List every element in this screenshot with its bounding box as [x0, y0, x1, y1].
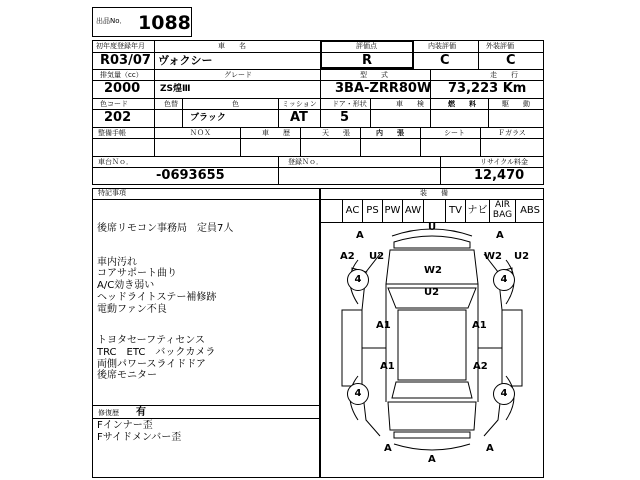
door-label: ドア・形状 — [332, 100, 367, 108]
damage-mark: A1 — [380, 361, 395, 372]
col-line — [278, 156, 279, 185]
mileage-value: 73,223 Km — [448, 81, 527, 96]
color-value: ブラック — [190, 113, 226, 123]
col-line — [430, 69, 431, 98]
inspection-label: 車 検 — [396, 100, 424, 108]
color-code-label: 色コード — [100, 100, 128, 108]
col-line — [154, 40, 155, 69]
damage-mark: A — [486, 443, 494, 454]
note-line: 後席モニター — [97, 370, 157, 381]
damage-mark: A — [428, 454, 436, 465]
col-line — [182, 98, 183, 127]
damage-mark: A — [496, 230, 504, 241]
reg-no-label: 登録Ｎｏ． — [288, 158, 323, 166]
wheel-rear-left: 4 — [347, 383, 369, 405]
damage-mark: U2 — [424, 287, 440, 298]
equip-tv: TV — [445, 199, 465, 222]
nox-label: ＮＯＸ — [190, 129, 211, 137]
drive-label: 駆 動 — [502, 100, 530, 108]
row-line — [92, 418, 320, 419]
damage-mark: A1 — [376, 320, 391, 331]
equip-pw: PW — [382, 199, 402, 222]
row-line — [92, 405, 320, 406]
damage-mark: A2 — [340, 251, 355, 262]
note-line: コアサポート曲り — [97, 268, 177, 279]
col-line — [360, 127, 361, 156]
wheel-rear-right: 4 — [493, 383, 515, 405]
damage-mark: U — [428, 222, 437, 233]
roof-label: 天 張 — [322, 129, 350, 137]
notes-label: 特記事項 — [98, 189, 126, 197]
damage-mark: U2 — [369, 251, 385, 262]
history-label: 車 歴 — [262, 129, 290, 137]
mileage-label: 走 行 — [490, 71, 518, 79]
row-line — [92, 52, 544, 53]
note-line: 車内汚れ — [97, 257, 137, 268]
note-line: TRC ETC バックカメラ — [97, 347, 216, 358]
equip-navi: ナビ — [465, 199, 489, 222]
col-line — [154, 69, 155, 98]
damage-mark: U2 — [514, 251, 530, 262]
equip-ps: PS — [362, 199, 382, 222]
row-line — [92, 109, 544, 110]
col-line — [430, 98, 431, 127]
note-line: トヨタセーフティセンス — [97, 335, 205, 346]
eval-box — [320, 40, 414, 69]
model-value: 3BA-ZRR80W — [335, 81, 432, 96]
row-line — [92, 138, 544, 139]
repair-note: Fインナー歪 — [97, 420, 153, 431]
car-name-value: ヴォクシー — [158, 54, 213, 67]
col-line — [480, 127, 481, 156]
note-line: 両側パワースライドドア — [97, 359, 206, 370]
mission-label: ミッション — [282, 100, 317, 108]
car-diagram — [322, 224, 542, 476]
chassis-value: -0693655 — [156, 168, 225, 183]
row-line — [92, 199, 320, 200]
grade-label: グレード — [224, 71, 252, 79]
col-line — [478, 40, 479, 69]
seat-label: シート — [444, 129, 465, 137]
color-label: 色 — [232, 100, 239, 108]
glass-label: Ｆガラス — [498, 129, 526, 137]
wheel-front-right: 4 — [493, 269, 515, 291]
row-line — [92, 127, 544, 128]
recycle-value: 12,470 — [474, 168, 525, 183]
col-line — [240, 127, 241, 156]
col-line — [320, 98, 321, 127]
mission-value: AT — [290, 110, 308, 125]
equip-airbag-line1: AIR — [494, 200, 511, 210]
fuel-label: 燃 料 — [448, 100, 476, 108]
note-line: 後席リモコン事務局 定員7人 — [97, 223, 234, 234]
interior-label: 内装評価 — [428, 42, 456, 50]
col-line — [370, 98, 371, 127]
col-line — [440, 156, 441, 185]
eval-label: 評価点 — [356, 42, 377, 50]
displacement-value: 2000 — [104, 81, 141, 96]
note-line: A/C効き弱い — [97, 280, 155, 291]
repair-value: 有 — [136, 407, 146, 418]
row-line — [92, 98, 544, 99]
equip-aw: AW — [402, 199, 424, 222]
col-line — [154, 98, 155, 127]
wheel-front-left: 4 — [347, 269, 369, 291]
damage-mark: W2 — [424, 265, 442, 276]
col-line — [488, 98, 489, 127]
color-code-value: 202 — [104, 110, 132, 125]
col-line — [420, 127, 421, 156]
equip-airbag-line2: BAG — [492, 210, 513, 220]
damage-mark: W2 — [484, 251, 502, 262]
damage-mark: A1 — [472, 320, 487, 331]
color-no-label: 色替 — [164, 100, 178, 108]
col-line — [154, 127, 155, 156]
recycle-label: リサイクル料金 — [480, 158, 529, 166]
damage-mark: A2 — [473, 361, 488, 372]
damage-mark: A — [356, 230, 364, 241]
name-label: 車 名 — [218, 42, 246, 50]
lot-label: 出品No． — [96, 17, 127, 25]
maintenance-label: 整備手帳 — [98, 129, 126, 137]
damage-mark: A — [384, 443, 392, 454]
equip-ac: AC — [342, 199, 362, 222]
grade-value: ZS煌Ⅲ — [160, 84, 191, 94]
eval-value: R — [362, 53, 373, 68]
equip-airbag — [489, 199, 515, 222]
lot-number: 1088 — [138, 12, 191, 34]
repair-label: 修復歴 — [98, 409, 119, 417]
row-line — [92, 69, 544, 70]
col-line — [300, 127, 301, 156]
model-label: 型 式 — [360, 71, 388, 79]
first-reg-value: R03/07 — [100, 53, 151, 68]
exterior-value: C — [506, 53, 516, 68]
displacement-label: 排気量（cc） — [100, 71, 143, 79]
note-line: ヘッドライトステー補修跡 — [97, 292, 217, 303]
chassis-label: 車台Ｎｏ． — [98, 158, 133, 166]
door-value: 5 — [340, 110, 350, 125]
first-reg-label: 初年度登録年月 — [96, 42, 145, 50]
equip-abs: ABS — [515, 199, 544, 222]
row-line — [92, 156, 544, 157]
note-line: 電動ファン不良 — [97, 304, 167, 315]
equipment-label: 装 備 — [420, 189, 448, 197]
col-line — [278, 98, 279, 127]
col-line — [320, 69, 321, 98]
exterior-label: 外装評価 — [486, 42, 514, 50]
interior-value: C — [440, 53, 450, 68]
repair-note: Fサイドメンバー歪 — [97, 432, 182, 443]
interior-lining-label: 内 張 — [376, 129, 404, 137]
